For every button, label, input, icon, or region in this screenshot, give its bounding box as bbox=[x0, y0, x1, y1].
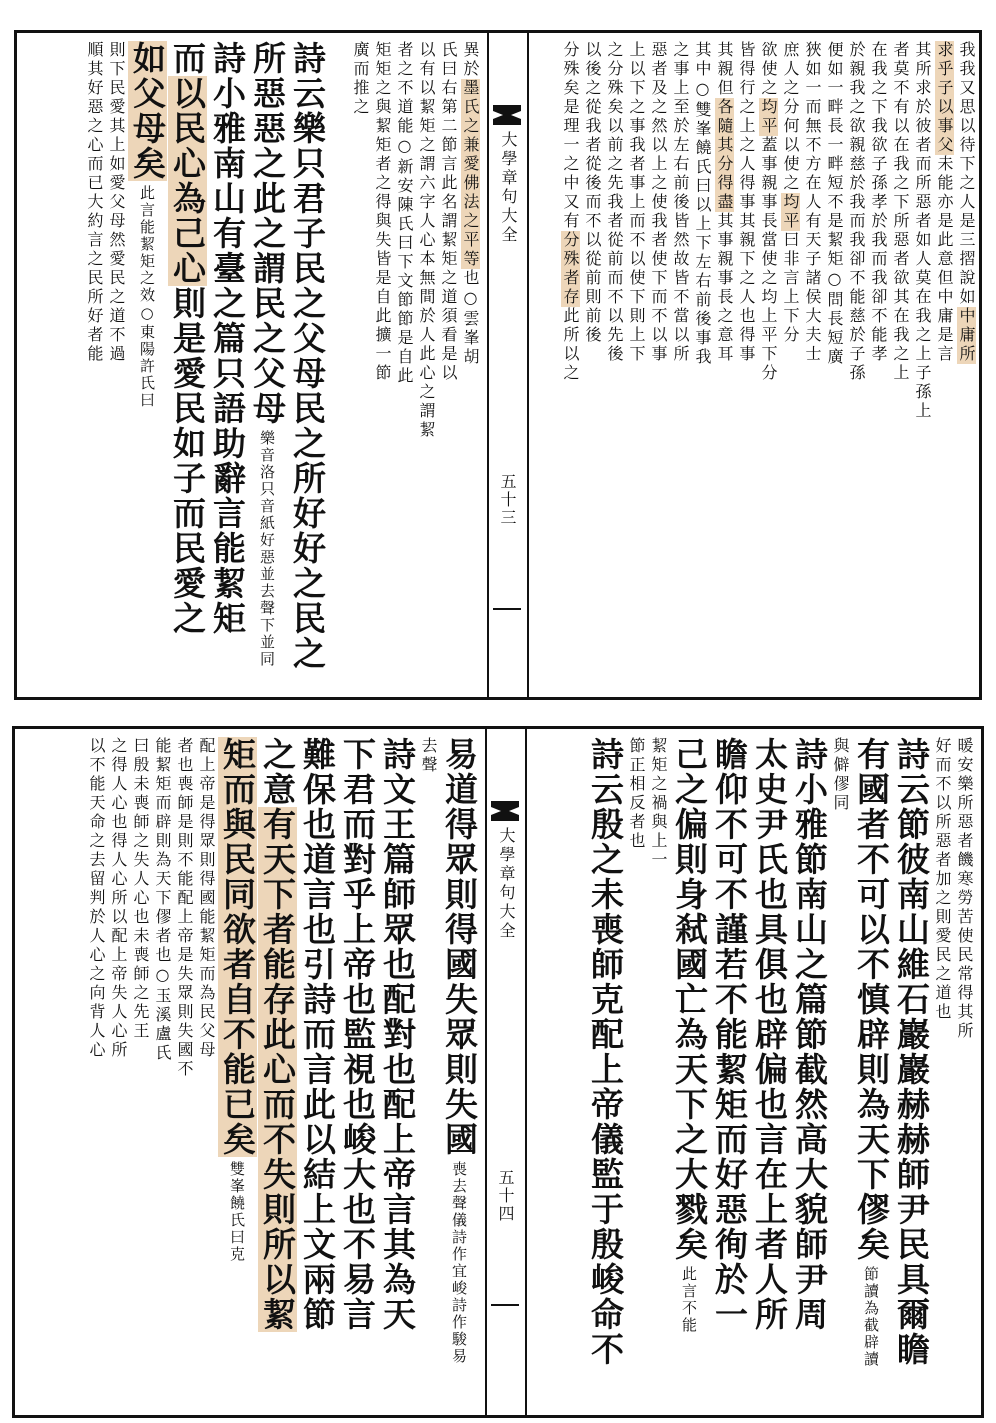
commentary-column bbox=[829, 737, 851, 1407]
highlighted-passage: 中庸所 bbox=[957, 307, 976, 364]
bottom-sheet bbox=[0, 712, 996, 1423]
main-text-column bbox=[257, 737, 297, 1407]
inline-note: 樂音洛只音紙好惡並去聲下並同 bbox=[258, 430, 276, 668]
column-text: 之分殊矣以前之先我者從前而不以先後 bbox=[605, 41, 624, 364]
column-text: 上以下之事我者事上而不以使下則上下 bbox=[627, 41, 646, 364]
commentary-column bbox=[867, 41, 889, 689]
highlighted-passage: 以民心為己心 bbox=[168, 76, 207, 286]
top-page-frame bbox=[14, 30, 982, 700]
column-text: 則下民愛其上如愛父母然愛民之道不過 bbox=[107, 41, 126, 364]
column-text: 氏曰右第二節言此名謂絜矩之道須看是以 bbox=[439, 41, 458, 383]
commentary-column bbox=[195, 737, 217, 1407]
commentary-column bbox=[931, 737, 953, 1407]
main-text-column bbox=[377, 737, 417, 1407]
column-text: 之意有天下者能存此心而不失則所以絜 bbox=[258, 737, 297, 1332]
commentary-column bbox=[581, 41, 603, 689]
commentary-column bbox=[85, 737, 107, 1407]
commentary-column bbox=[415, 41, 437, 689]
column-text: 詩云節彼南山維石巖巖赫赫師尹民具爾瞻 bbox=[892, 737, 931, 1367]
column-text: 在我之下我欲子孫孝於我而我卻不能孝 bbox=[869, 41, 888, 364]
column-text: 其親但各隨其分得盡其事親事長之意耳 bbox=[715, 41, 734, 364]
column-text: 廣而推之 bbox=[351, 41, 370, 117]
commentary-column bbox=[933, 41, 955, 689]
column-text: 去聲 bbox=[419, 737, 438, 775]
main-text-column bbox=[287, 41, 327, 689]
column-text: 庶人之分何以使之均平曰非言上下分 bbox=[781, 41, 800, 345]
top-right-page bbox=[533, 41, 977, 689]
column-text: 詩小雅節南山之篇節截然高大貌師尹周 bbox=[790, 737, 829, 1332]
column-text: 詩文王篇師眾也配對也配上帝言其為天 bbox=[378, 737, 417, 1332]
inline-note: 節讀為截辟讀 bbox=[862, 1266, 880, 1368]
column-text: 者之不道能○新安陳氏曰下文節節是自此 bbox=[395, 41, 414, 386]
column-text: 者莫不有以在我之下所惡者欲其在我之上 bbox=[891, 41, 910, 383]
top-gutter-page-number: 五十三 bbox=[498, 473, 517, 527]
inline-note: 雙峯饒氏曰克 bbox=[228, 1161, 246, 1263]
column-text: 之事上至於左右前後皆然故皆不當以所 bbox=[671, 41, 690, 364]
commentary-column bbox=[371, 41, 393, 689]
main-text-column bbox=[217, 737, 257, 1407]
bottom-gutter-page-number: 五十四 bbox=[496, 1169, 515, 1223]
commentary-column bbox=[349, 41, 371, 689]
commentary-column bbox=[779, 41, 801, 689]
commentary-column bbox=[801, 41, 823, 689]
highlighted-passage: 各隨其分得盡 bbox=[715, 98, 734, 212]
column-text: 於親我之欲親慈於我而我卻不能慈於子孫 bbox=[847, 41, 866, 383]
main-text-column bbox=[337, 737, 377, 1407]
main-text-column bbox=[297, 737, 337, 1407]
commentary-column bbox=[107, 737, 129, 1407]
column-text: 詩小雅南山有臺之篇只語助辭言能絜矩 bbox=[208, 41, 247, 636]
column-text: 太史尹氏也具俱也辟偏也言在上者人所 bbox=[750, 737, 789, 1332]
column-text: 瞻仰不可不謹若不能絜矩而好惡徇於一 bbox=[710, 737, 749, 1332]
column-text: 絜矩之禍與上一 bbox=[649, 737, 668, 870]
bottom-left-page bbox=[23, 737, 479, 1407]
commentary-column bbox=[823, 41, 845, 689]
column-text: 皆得行之上之人得事其親下之人也得事 bbox=[737, 41, 756, 364]
column-text: 所惡惡之此之謂民之父母 bbox=[248, 41, 287, 426]
top-gutter bbox=[487, 33, 529, 697]
bottom-gutter-title: 大學章句大全 bbox=[497, 827, 516, 941]
column-text: 異於墨氏之兼愛佛法之平等也○雲峯胡 bbox=[461, 41, 480, 367]
bottom-gutter-bar bbox=[491, 1304, 519, 1306]
column-text: 求乎子以事父未能亦是此意但中庸是言 bbox=[935, 41, 954, 364]
column-text: 欲使之均平蓋事親事長當使之均上平下分 bbox=[759, 41, 778, 383]
column-text: 詩云殷之未喪師克配上帝儀監于殷峻命不 bbox=[586, 737, 625, 1367]
commentary-column bbox=[911, 41, 933, 689]
column-text: 以不能天命之去留判於人心之向背人心 bbox=[87, 737, 106, 1060]
main-text-column bbox=[247, 41, 287, 689]
column-text: 暖安樂所惡者饑寒勞苦使民常得其所 bbox=[955, 737, 974, 1041]
main-text-column bbox=[749, 737, 789, 1407]
inline-note: 此言能絜矩之效○東陽許氏曰 bbox=[138, 185, 156, 409]
highlighted-passage: 矩而與民同欲者自不能已矣 bbox=[218, 737, 257, 1157]
bottom-page-frame bbox=[12, 726, 984, 1418]
column-text: 而以民心為己心則是愛民如子而民愛之 bbox=[168, 41, 207, 636]
commentary-column bbox=[713, 41, 735, 689]
column-spacer bbox=[327, 41, 349, 689]
column-text: 狹如一而無不方在人有天子諸侯大夫士 bbox=[803, 41, 822, 364]
column-text: 好而不以所惡者加之則愛民之道也 bbox=[933, 737, 952, 1022]
commentary-column bbox=[691, 41, 713, 689]
fish-tail-mark-icon bbox=[493, 105, 521, 125]
column-text: 以有以絜矩之謂六字人心本無間於人此心之謂絜 bbox=[417, 41, 436, 440]
column-text: 分殊矣是理一之中又有分殊者存此所以之 bbox=[561, 41, 580, 383]
column-text: 配上帝是得眾則得國能絜矩而為民父母 bbox=[197, 737, 216, 1060]
commentary-column bbox=[393, 41, 415, 689]
column-text: 我我又思以待下之人是三摺說如中庸所 bbox=[957, 41, 976, 364]
highlighted-passage: 墨氏之兼愛佛法之平等 bbox=[461, 79, 480, 269]
column-text: 其中○雙峯饒氏曰以上下左右前後事我 bbox=[693, 41, 712, 367]
highlighted-passage: 均平 bbox=[759, 98, 778, 136]
commentary-column bbox=[151, 737, 173, 1407]
main-text-column bbox=[127, 41, 167, 689]
commentary-column bbox=[459, 41, 481, 689]
column-text bbox=[218, 737, 257, 1157]
main-text-column bbox=[585, 737, 625, 1407]
commentary-column bbox=[105, 41, 127, 689]
highlighted-passage: 均平 bbox=[781, 193, 800, 231]
top-left-page bbox=[25, 41, 481, 689]
commentary-column bbox=[83, 41, 105, 689]
column-text: 便如一畔長一畔短不是絜矩○問長短廣 bbox=[825, 41, 844, 367]
commentary-column bbox=[669, 41, 691, 689]
fish-tail-mark-icon bbox=[491, 801, 519, 821]
commentary-column bbox=[173, 737, 195, 1407]
column-text: 有國者不可以不慎辟則為天下僇矣 bbox=[852, 737, 891, 1262]
column-text: 下君而對乎上帝也監視也峻大也不易言 bbox=[338, 737, 377, 1332]
commentary-column bbox=[603, 41, 625, 689]
commentary-column bbox=[625, 41, 647, 689]
column-text: 矩矩之與絜矩者之得與失皆是自此擴一節 bbox=[373, 41, 392, 383]
column-text: 順其好惡之心而已大約言之民所好者能 bbox=[85, 41, 104, 364]
main-text-column bbox=[439, 737, 479, 1407]
commentary-column bbox=[129, 737, 151, 1407]
column-text: 易道得眾則得國失眾則失國 bbox=[440, 737, 479, 1157]
inline-note: 此言不能 bbox=[680, 1266, 698, 1334]
commentary-column bbox=[955, 41, 977, 689]
commentary-column bbox=[417, 737, 439, 1407]
commentary-column bbox=[647, 41, 669, 689]
commentary-column bbox=[845, 41, 867, 689]
column-text: 之得人心也得人心所以配上帝失人心所 bbox=[109, 737, 128, 1060]
main-text-column bbox=[709, 737, 749, 1407]
commentary-column bbox=[953, 737, 975, 1407]
commentary-column bbox=[647, 737, 669, 1407]
bottom-gutter bbox=[485, 729, 527, 1415]
bottom-right-page bbox=[531, 737, 975, 1407]
column-text: 惡者及之然以上之使我者使下而不以事 bbox=[649, 41, 668, 364]
main-text-column bbox=[891, 737, 931, 1407]
commentary-column bbox=[559, 41, 581, 689]
column-text: 以後之從我者從後而不以從前則前後 bbox=[583, 41, 602, 345]
highlighted-passage: 如父母矣 bbox=[128, 41, 167, 181]
column-text: 其所求於彼者而所惡者如人莫在我之上子孫上 bbox=[913, 41, 932, 421]
main-text-column bbox=[207, 41, 247, 689]
column-text: 節正相反者也 bbox=[627, 737, 646, 851]
column-text: 己之偏則身弒國亡為天下之大戮矣 bbox=[670, 737, 709, 1262]
highlighted-passage: 分殊者存 bbox=[561, 231, 580, 307]
top-gutter-title: 大學章句大全 bbox=[499, 131, 518, 245]
highlighted-passage: 求乎子以事父 bbox=[935, 41, 954, 155]
main-text-column bbox=[167, 41, 207, 689]
top-sheet bbox=[0, 0, 996, 711]
commentary-column bbox=[757, 41, 779, 689]
main-text-column bbox=[851, 737, 891, 1407]
column-text bbox=[128, 41, 167, 181]
column-text: 者也喪師是則不能配上帝是失眾則失國不 bbox=[175, 737, 194, 1079]
top-gutter-bar bbox=[493, 608, 521, 610]
column-text: 能絜矩而辟則為天下僇者也○玉溪盧氏 bbox=[153, 737, 172, 1063]
column-text: 曰殷未喪師之失人心也未喪師之先王 bbox=[131, 737, 150, 1041]
main-text-column bbox=[789, 737, 829, 1407]
column-text: 詩云樂只君子民之父母民之所好好之民之 bbox=[288, 41, 327, 671]
main-text-column bbox=[669, 737, 709, 1407]
inline-note: 喪去聲儀詩作宜峻詩作駿易 bbox=[450, 1161, 468, 1365]
commentary-column bbox=[625, 737, 647, 1407]
highlighted-passage: 有天下者能存此心而不失則所以絜 bbox=[258, 807, 297, 1332]
column-text: 難保也道言也引詩而言此以結上文兩節 bbox=[298, 737, 337, 1332]
commentary-column bbox=[735, 41, 757, 689]
commentary-column bbox=[437, 41, 459, 689]
commentary-column bbox=[889, 41, 911, 689]
column-text: 與僻僇同 bbox=[831, 737, 850, 813]
